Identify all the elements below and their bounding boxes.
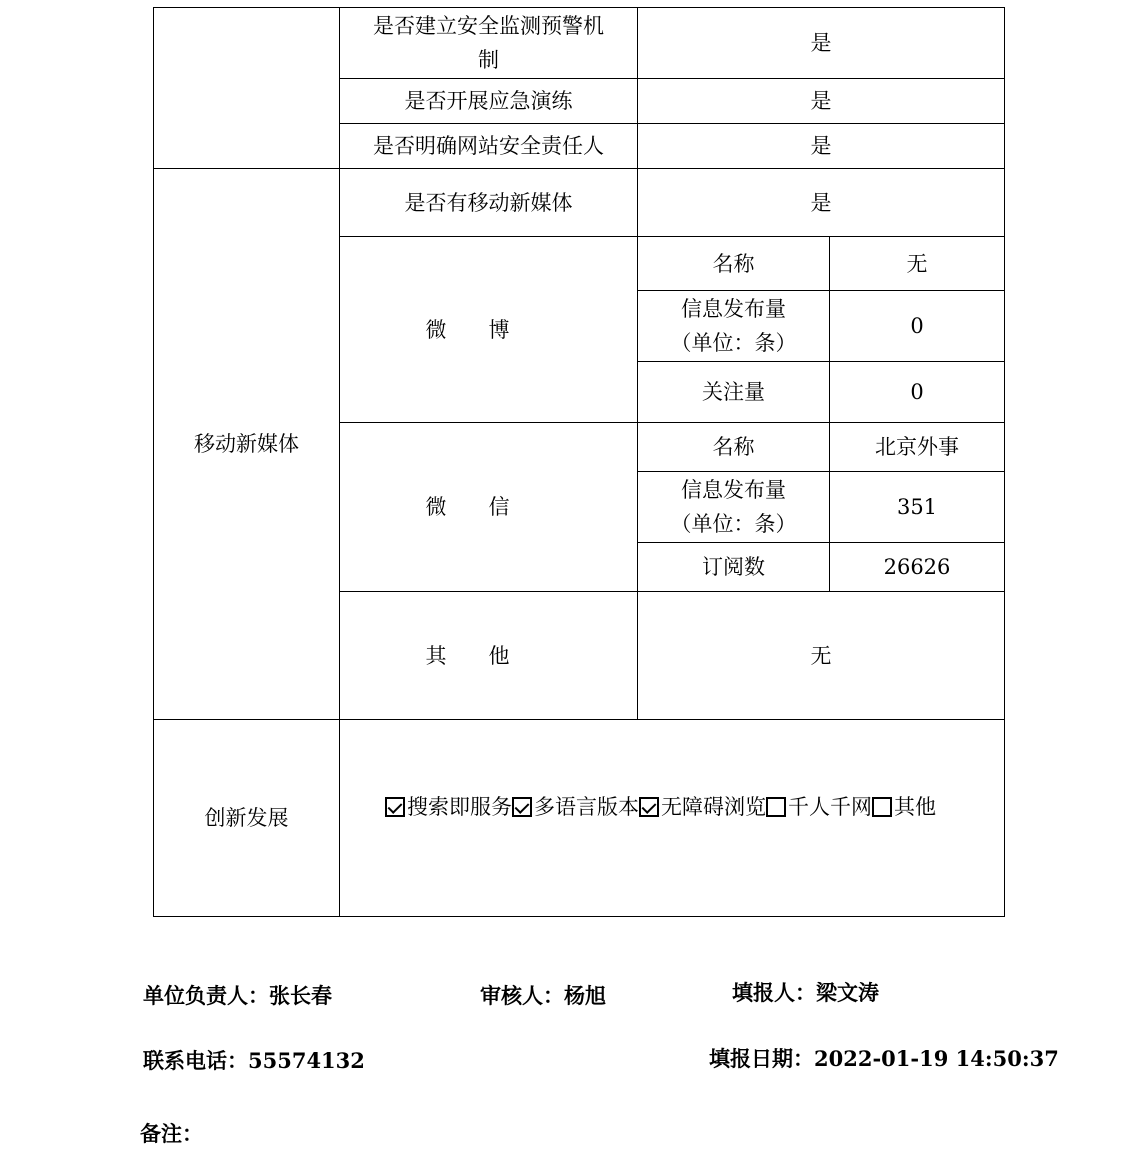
option-search-as-service[interactable]: 搜索即服务 bbox=[385, 795, 512, 819]
has-mobile-media-label: 是否有移动新媒体 bbox=[340, 169, 638, 237]
weixin-post-count-label-line1: 信息发布量 bbox=[681, 478, 786, 502]
has-mobile-media-value: 是 bbox=[638, 169, 1005, 237]
security-monitoring-label: 是否建立安全监测预警机制 bbox=[340, 8, 638, 79]
weibo-post-count-label-line2: （单位：条） bbox=[670, 331, 797, 355]
security-monitoring-value: 是 bbox=[638, 8, 1005, 79]
security-section-cell bbox=[154, 8, 340, 169]
innovation-options-cell bbox=[340, 720, 1005, 917]
report-table bbox=[153, 7, 1005, 917]
other-media-label: 其他 bbox=[340, 592, 638, 720]
emergency-drill-label: 是否开展应急演练 bbox=[340, 79, 638, 124]
checkbox-icon[interactable] bbox=[639, 797, 659, 817]
remarks-label: 备注： bbox=[140, 1121, 203, 1146]
innovation-options bbox=[385, 795, 936, 819]
option-personalized[interactable]: 千人千网 bbox=[766, 795, 872, 819]
weixin-subscriber-value: 26626 bbox=[830, 543, 1005, 592]
weixin-post-count-value: 351 bbox=[830, 472, 1005, 543]
weibo-follow-label: 关注量 bbox=[638, 362, 830, 423]
security-officer-value: 是 bbox=[638, 124, 1005, 169]
checkbox-icon[interactable] bbox=[766, 797, 786, 817]
unit-leader: 单位负责人：张长春 bbox=[143, 983, 332, 1008]
weixin-subscriber-label: 订阅数 bbox=[638, 543, 830, 592]
option-other[interactable]: 其他 bbox=[872, 795, 936, 819]
filler: 填报人：梁文涛 bbox=[732, 980, 879, 1005]
emergency-drill-value: 是 bbox=[638, 79, 1005, 124]
security-officer-label: 是否明确网站安全责任人 bbox=[340, 124, 638, 169]
fill-date: 填报日期：2022-01-19 14:50:37 bbox=[709, 1046, 1059, 1071]
innovation-label: 创新发展 bbox=[154, 720, 340, 917]
contact-phone: 联系电话：55574132 bbox=[143, 1048, 365, 1073]
weixin-post-count-label bbox=[638, 472, 830, 543]
reviewer: 审核人：杨旭 bbox=[480, 983, 606, 1008]
option-accessibility[interactable]: 无障碍浏览 bbox=[639, 795, 766, 819]
checkbox-icon[interactable] bbox=[385, 797, 405, 817]
weibo-name-value: 无 bbox=[830, 237, 1005, 291]
weibo-name-label: 名称 bbox=[638, 237, 830, 291]
checkbox-icon[interactable] bbox=[872, 797, 892, 817]
weixin-post-count-label-line2: （单位：条） bbox=[670, 512, 797, 536]
weibo-post-count-label bbox=[638, 291, 830, 362]
weibo-label: 微博 bbox=[340, 237, 638, 423]
weixin-name-value: 北京外事 bbox=[830, 423, 1005, 472]
other-media-value: 无 bbox=[638, 592, 1005, 720]
weixin-name-label: 名称 bbox=[638, 423, 830, 472]
option-multilingual[interactable]: 多语言版本 bbox=[512, 795, 639, 819]
weixin-label: 微信 bbox=[340, 423, 638, 592]
checkbox-icon[interactable] bbox=[512, 797, 532, 817]
weibo-follow-value: 0 bbox=[830, 362, 1005, 423]
weibo-post-count-label-line1: 信息发布量 bbox=[681, 297, 786, 321]
weibo-post-count-value: 0 bbox=[830, 291, 1005, 362]
mobile-media-section-label: 移动新媒体 bbox=[154, 169, 340, 720]
